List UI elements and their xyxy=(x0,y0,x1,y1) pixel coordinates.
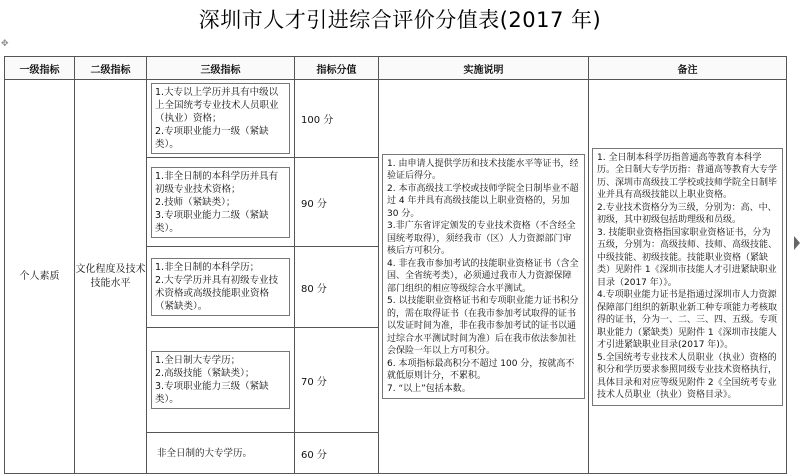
remark-item: 2.专业技术资格分为三级，分别为：高、中、初级，其中初级包括助理级和员级。 xyxy=(597,202,777,225)
criteria-line: 非全日制的大专学历。 xyxy=(157,447,253,459)
header-level3: 三级指标 xyxy=(147,57,295,80)
remark-item: 5.全国统考专业技术人员职业（执业）资格的积分和学历要求参照同级专业技术资格执行，具体目录和对应等级见附件 2《全国统考专业技术人员职业（执业）资格目录》。 xyxy=(597,352,778,400)
level1-cell: 个人素质 xyxy=(5,80,75,474)
criteria-cell xyxy=(147,328,295,433)
instruction-item: 6. 本项指标最高积分不超过 100 分，按就高不就低原则计分，不累积。 xyxy=(387,358,575,382)
remarks-cell xyxy=(589,80,787,474)
criteria-line: 3.专项职业能力二级（紧缺类）。 xyxy=(155,209,269,234)
criteria-cell xyxy=(147,247,295,328)
criteria-line: 2.大专学历并具有初级专业技术资格或高级技能职业资格（紧缺类）。 xyxy=(155,275,279,312)
score-cell: 100 分 xyxy=(295,80,379,158)
criteria-cell xyxy=(147,158,295,247)
remark-item: 4.专项职业能力证书是指通过深圳市人力资源保障部门组织的新职业新工种专项能力考核取得的证书，分为一、二、三、四、五级。专项职业能力（紧缺类）见附件 1《深圳市技能人才引进紧缺职业目录(2017 年)》。 xyxy=(597,290,778,350)
page-title: 深圳市人才引进综合评价分值表(2017 年) xyxy=(198,8,602,32)
criteria-line: 2.专项职业能力一级（紧缺类）。 xyxy=(155,126,269,150)
criteria-line: 1.大专以上学历并具有中级以上全国统考专业技术人员职业（执业）资格； xyxy=(155,87,279,124)
score-table-wrapper xyxy=(4,56,786,474)
criteria-line: 1.非全日制的本科学历并具有初级专业技术资格； xyxy=(155,170,279,195)
criteria-cell xyxy=(147,433,295,474)
instructions-cell xyxy=(379,80,589,474)
table-row xyxy=(5,80,787,158)
score-cell: 80 分 xyxy=(295,247,379,328)
header-level1: 一级指标 xyxy=(5,57,75,80)
level2-cell: 文化程度及技术技能水平 xyxy=(75,80,147,474)
instruction-item: 3.非广东省评定颁发的专业技术资格（不含经全国统考取得），须经我市（区）人力资源部门审核后方可积分。 xyxy=(387,221,576,257)
criteria-line: 1.全日制大专学历； xyxy=(155,355,241,366)
instruction-item: 7. “以上”包括本数。 xyxy=(387,383,471,394)
criteria-cell xyxy=(147,80,295,158)
remark-item: 1. 全日制本科学历指普通高等教育本科学历。全日制大专学历指：普通高等教育大专学历、深圳市高级技工学校或技师学院全日制毕业并具有高级技能以上职业资格。 xyxy=(597,152,778,200)
header-instructions: 实施说明 xyxy=(379,57,589,80)
criteria-line: 3.专项职业能力三级（紧缺类）。 xyxy=(155,381,269,405)
side-arrow-icon[interactable] xyxy=(794,235,800,249)
criteria-line: 1.非全日制的本科学历； xyxy=(155,262,260,273)
score-cell: 70 分 xyxy=(295,328,379,433)
score-cell: 60 分 xyxy=(295,433,379,474)
instruction-item: 5. 以技能职业资格证书和专项职业能力证书积分的，需在取得证书（在我市参加考试取得的证书以发证时间为准，非在我市参加考试的证书以通过综合水平测试时间为准）后在我市依法参加社会保险一年以上方可积分。 xyxy=(387,296,579,357)
table-move-handle-icon[interactable]: ✥ xyxy=(1,39,9,49)
instructions-box xyxy=(382,154,585,400)
remark-item: 3. 技能职业资格指国家职业资格证书，分为五级，分别为：高级技师、技师、高级技能、中级技能、初级技能。技能职业资格（紧缺类）见附件 1《深圳市技能人才引进紧缺职业目录（2017 年）》。 xyxy=(597,227,778,288)
instruction-item: 2. 本市高级技工学校或技师学院全日制毕业不超过 4 年并具有高级技能以上职业资格的，另加 30 分。 xyxy=(387,183,579,219)
instruction-item: 4. 非在我市参加考试的技能职业资格证书（含全国、全省统考类），必须通过我市人力资源保障部门组织的相应等级综合水平测试。 xyxy=(387,258,579,294)
header-score: 指标分值 xyxy=(295,57,379,80)
remarks-box xyxy=(592,148,783,406)
table-header-row xyxy=(5,57,787,80)
criteria-line: 2.高级技能（紧缺类）； xyxy=(155,368,255,379)
instruction-item: 1. 由申请人提供学历和技术技能水平等证书，经验证后得分。 xyxy=(387,158,579,182)
criteria-line: 2.技师（紧缺类）； xyxy=(155,196,236,208)
header-level2: 二级指标 xyxy=(75,57,147,80)
score-table xyxy=(4,56,787,474)
header-remarks: 备注 xyxy=(589,57,787,80)
score-cell: 90 分 xyxy=(295,158,379,247)
